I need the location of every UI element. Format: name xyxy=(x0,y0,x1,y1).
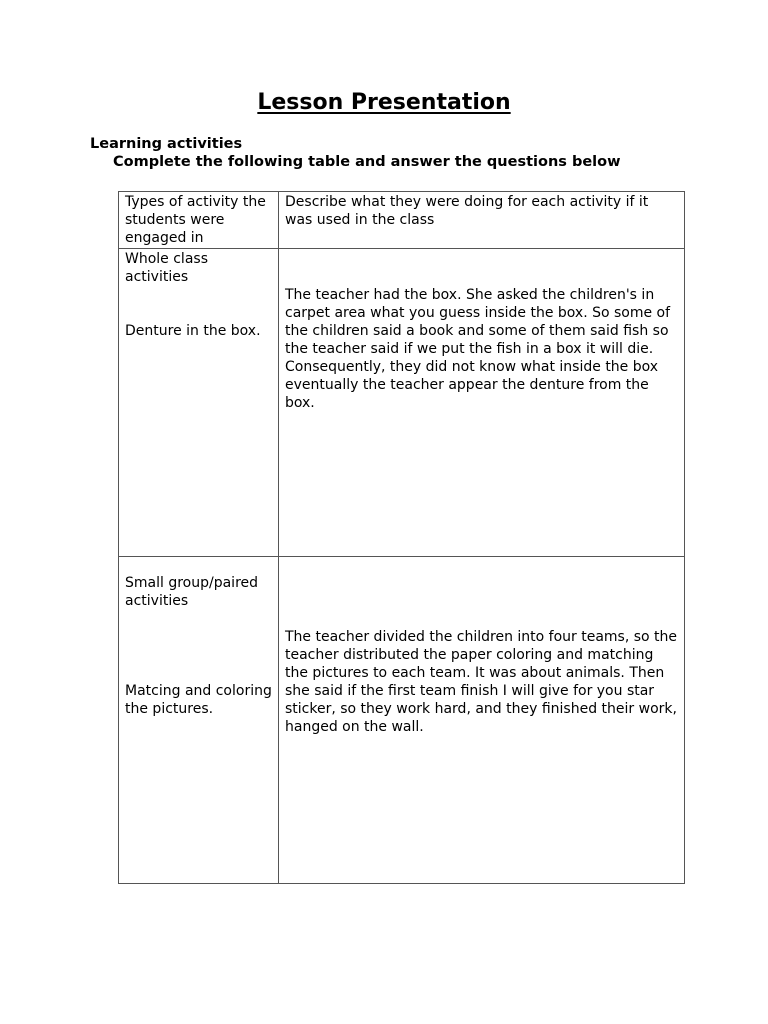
activity-description: The teacher had the box. She asked the children's in carpet area what you guess inside the box. So some of the children said a book and some of them said fish so the teacher said if we put the fish in a box it will die. Consequently, they did not know what inside the box eventually the teacher appear the denture from the box. xyxy=(285,287,671,411)
activity-description-cell xyxy=(279,557,685,884)
activity-type-cell xyxy=(119,249,279,557)
header-description: Describe what they were doing for each activity if it was used in the class xyxy=(279,192,685,249)
section-heading: Learning activities xyxy=(90,136,243,152)
table-row xyxy=(119,557,685,884)
activity-category: Small group/paired activities xyxy=(125,575,259,609)
activity-description-cell xyxy=(279,249,685,557)
activity-name: Matcing and coloring the pictures. xyxy=(125,683,272,717)
learning-activities-table xyxy=(118,191,685,884)
activity-type-cell xyxy=(119,557,279,884)
table-row xyxy=(119,249,685,557)
header-activity-type: Types of activity the students were engaged in xyxy=(119,192,279,249)
activity-description: The teacher divided the children into four teams, so the teacher distributed the paper coloring and matching the pictures to each team. It was about animals. Then she said if the first team finish I will give for you star sticker, so they work hard, and they finished their work, hanged on the wall. xyxy=(285,629,678,735)
table-header-row xyxy=(119,192,685,249)
activity-category: Whole class activities xyxy=(125,251,208,285)
activity-name: Denture in the box. xyxy=(125,323,261,339)
table-instruction: Complete the following table and answer the questions below xyxy=(113,154,621,170)
document-title: Lesson Presentation xyxy=(257,90,511,115)
